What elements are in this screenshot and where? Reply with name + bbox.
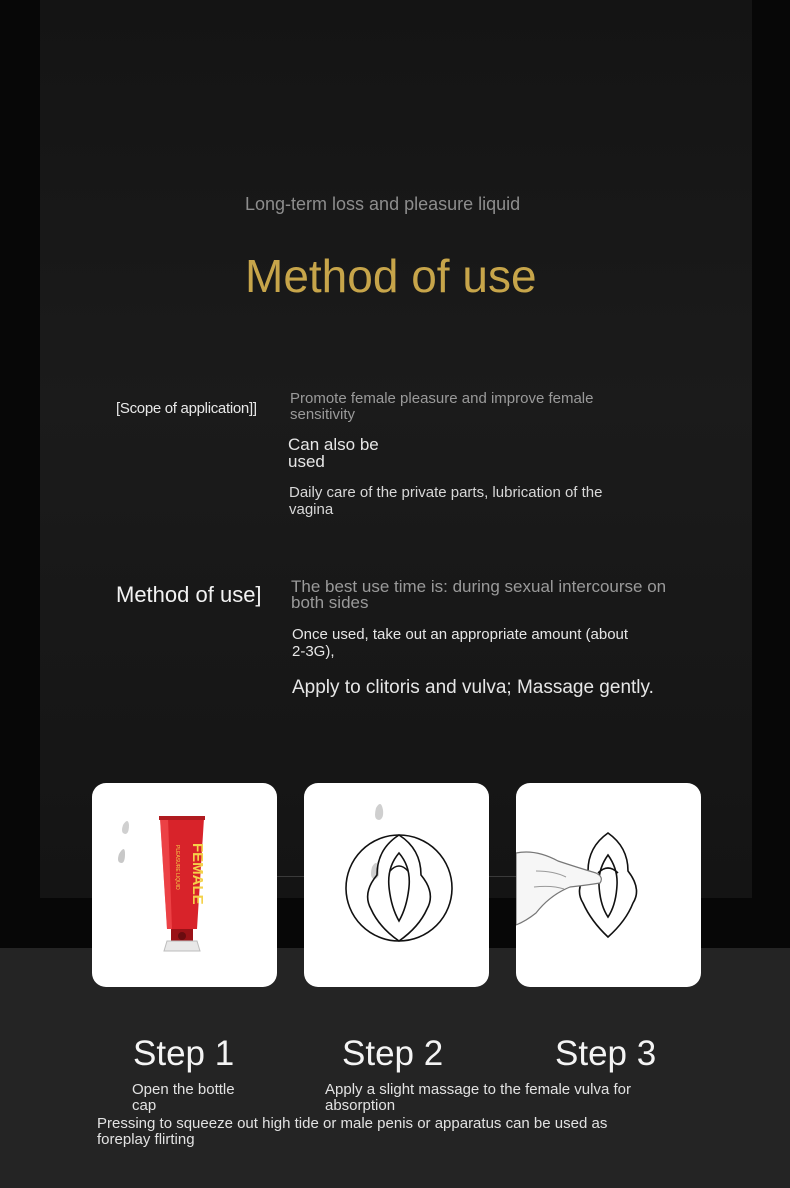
method-line-2: Once used, take out an appropriate amount (about 2-3G), (292, 626, 629, 660)
method-line-3: Apply to clitoris and vulva; Massage gently. (292, 677, 654, 698)
divider-right (489, 876, 516, 877)
step-3-title: Step 3 (555, 1034, 657, 1073)
method-label: Method of use] (116, 582, 262, 607)
product-subtitle: Long-term loss and pleasure liquid (245, 194, 521, 214)
product-sub-text: PLEASURE LIQUID (174, 845, 180, 890)
step-2-card (304, 783, 489, 987)
scope-line-3: Daily care of the private parts, lubrication of the vagina (289, 484, 603, 518)
step-2-description: Apply a slight massage to the female vulva for absorption (325, 1081, 631, 1114)
step-3-card (516, 783, 701, 987)
step-1-card (92, 783, 277, 987)
scope-line-2: Can also be used (288, 435, 379, 471)
step-1-description: Open the bottle cap (132, 1081, 235, 1114)
vulva-illustration (304, 783, 489, 987)
scope-line-1: Promote female pleasure and improve female sensitivity (290, 390, 594, 423)
step-2-title: Step 2 (342, 1034, 444, 1073)
divider-left (277, 876, 305, 877)
product-tube-illustration (92, 783, 277, 987)
scope-label: [Scope of application]] (116, 400, 257, 417)
massage-hand-illustration (516, 783, 701, 987)
page-title: Method of use (245, 250, 537, 302)
method-line-1: The best use time is: during sexual intercourse on both sides (291, 577, 667, 612)
step-1-title: Step 1 (133, 1034, 235, 1073)
step-3-description: Pressing to squeeze out high tide or male penis or apparatus can be used as foreplay flirting (97, 1115, 608, 1148)
product-brand-text: FEMALE (189, 843, 206, 905)
